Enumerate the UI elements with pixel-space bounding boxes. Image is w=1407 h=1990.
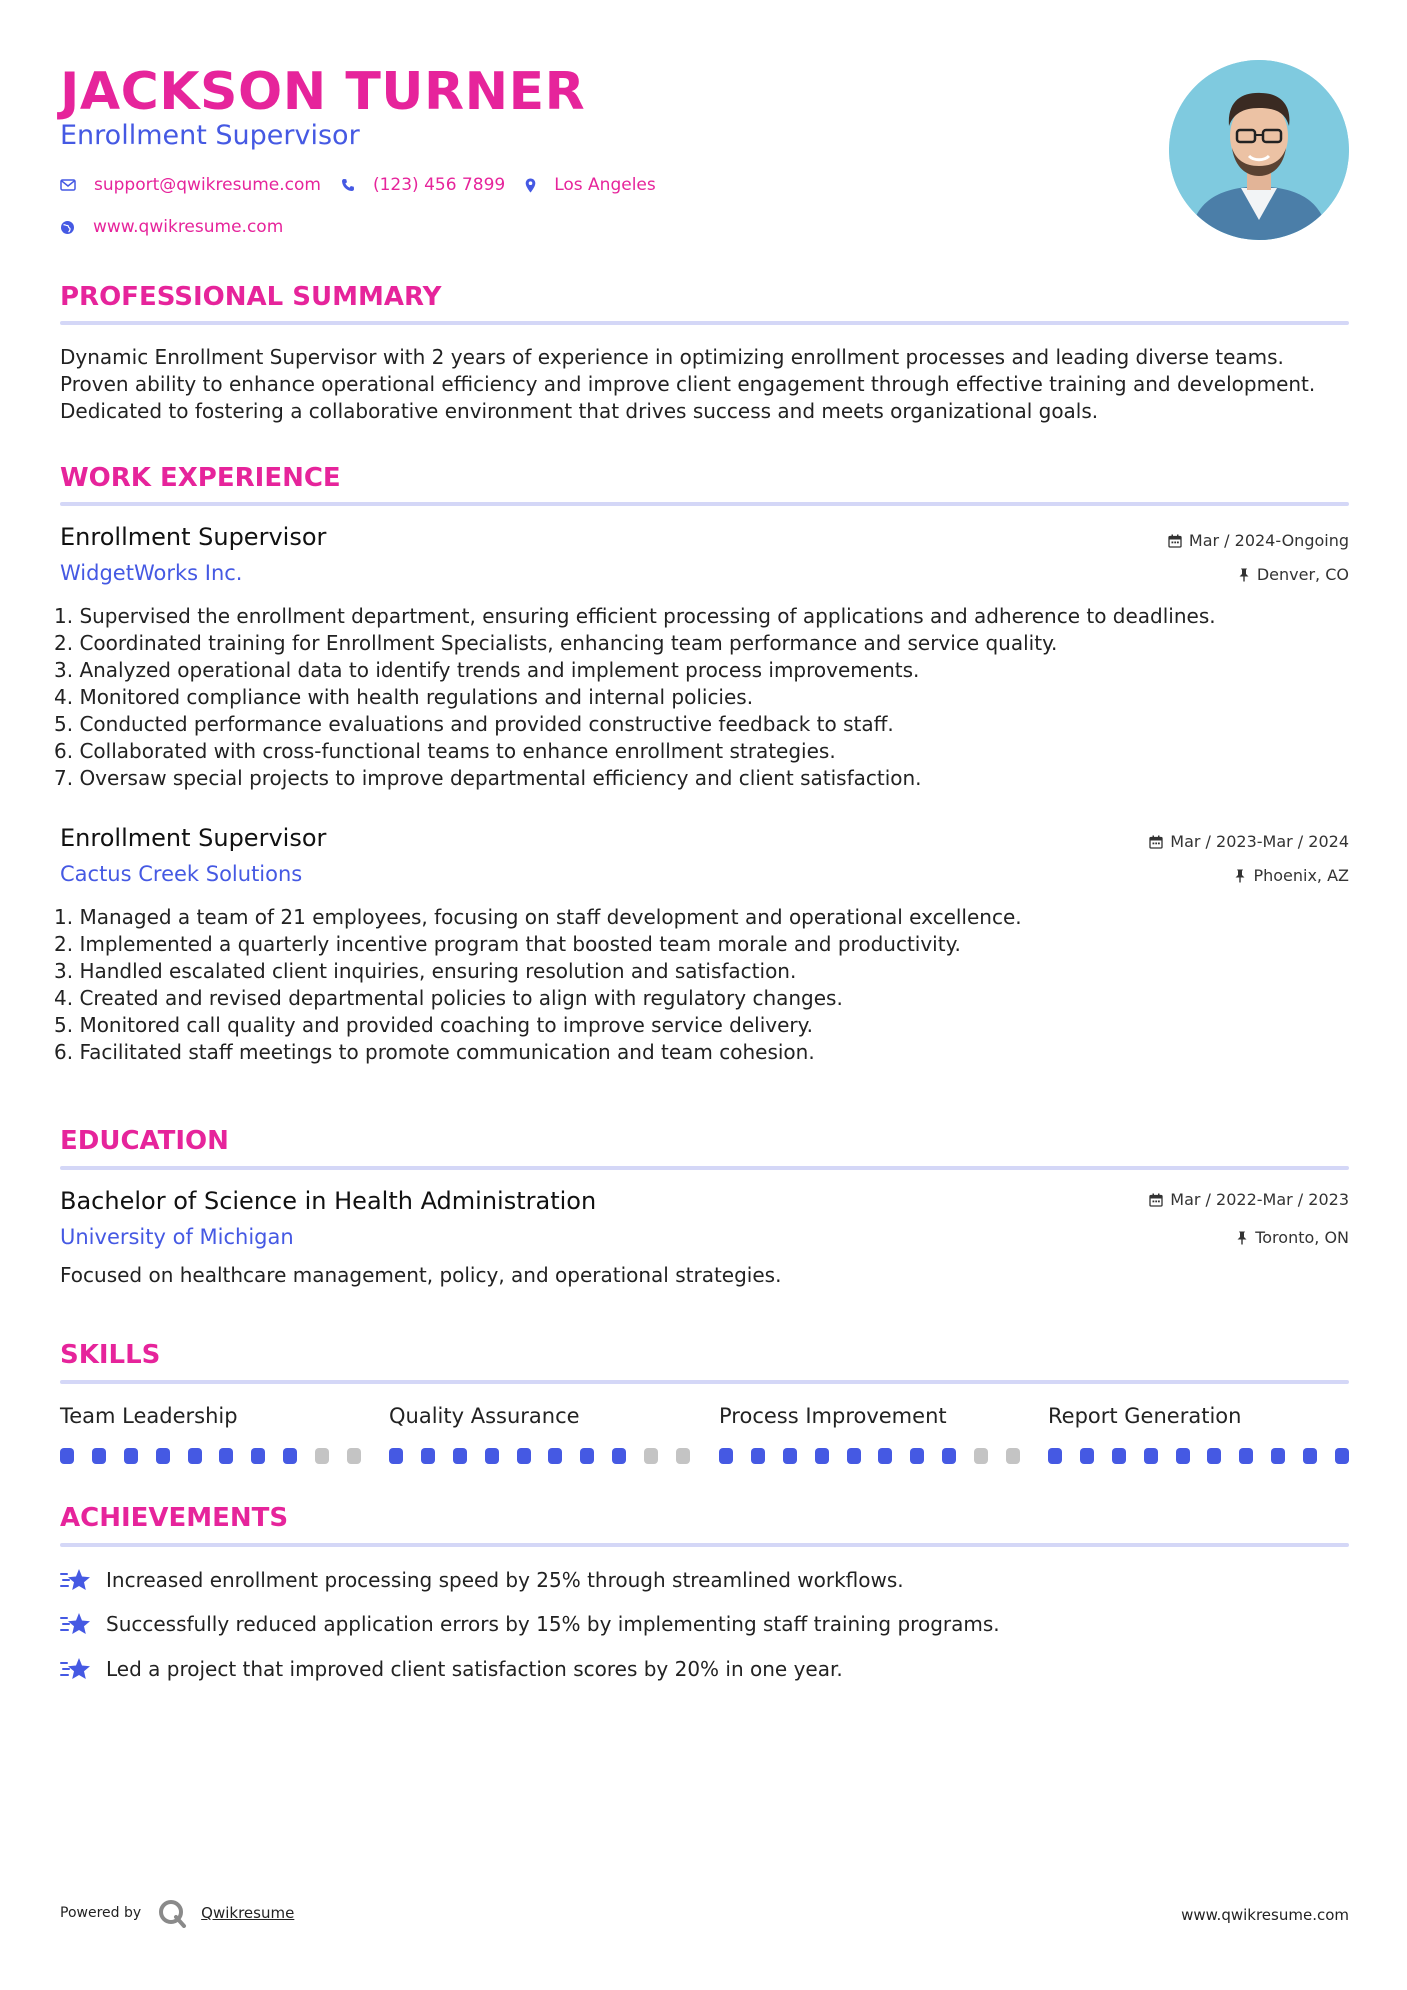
- candidate-name: JACKSON TURNER: [60, 62, 586, 122]
- job-bullets: [54, 904, 1349, 1066]
- rating-dot-filled: [815, 1448, 829, 1464]
- qwikresume-logo-icon: [157, 1898, 187, 1928]
- location-contact: [525, 175, 656, 195]
- list-item: 6. Collaborated with cross-functional teams to enhance enrollment strategies.: [54, 739, 836, 763]
- rating-dot-filled: [751, 1448, 765, 1464]
- achievement-item: [60, 1609, 1000, 1639]
- education-dates: [1149, 1190, 1349, 1209]
- rating-dot-filled: [389, 1448, 403, 1464]
- education-location-text: Toronto, ON: [1255, 1228, 1349, 1247]
- calendar-icon: [1149, 1193, 1163, 1207]
- section-divider: [60, 1380, 1349, 1384]
- location-text: Los Angeles: [554, 175, 656, 195]
- school-name[interactable]: University of Michigan: [60, 1225, 294, 1249]
- rating-dot-filled: [1176, 1448, 1190, 1464]
- pushpin-icon: [1238, 568, 1250, 582]
- skill-process-improvement: [719, 1404, 1020, 1464]
- rating-dot-filled: [485, 1448, 499, 1464]
- contact-block: [60, 172, 676, 256]
- list-item: 4. Monitored compliance with health regulations and internal policies.: [54, 685, 754, 709]
- rating-dot-filled: [1144, 1448, 1158, 1464]
- rating-dot-filled: [910, 1448, 924, 1464]
- envelope-icon: [60, 179, 76, 191]
- list-item: 2. Implemented a quarterly incentive program that boosted team morale and productivity.: [54, 932, 961, 956]
- list-item: 1. Managed a team of 21 employees, focusing on staff development and operational excellence.: [54, 905, 1022, 929]
- education-location: [1236, 1228, 1349, 1247]
- rating-dot-filled: [878, 1448, 892, 1464]
- candidate-role: Enrollment Supervisor: [60, 120, 360, 151]
- profile-photo: [1169, 60, 1349, 240]
- skill-rating: [389, 1448, 690, 1464]
- skills-heading: SKILLS: [60, 1340, 161, 1370]
- rating-dot-filled: [548, 1448, 562, 1464]
- skill-rating: [719, 1448, 1020, 1464]
- rating-dot-filled: [719, 1448, 733, 1464]
- list-item: 2. Coordinated training for Enrollment Specialists, enhancing team performance and service quality.: [54, 631, 1058, 655]
- rating-dot-filled: [1303, 1448, 1317, 1464]
- summary-text: Dynamic Enrollment Supervisor with 2 years of experience in optimizing enrollment processes and leading diverse teams. Proven ability to enhance operational efficiency and improve client engagement through effective training and development. Dedicated to fostering a collaborative environment that drives success and meets organizational goals.: [60, 345, 1316, 423]
- skill-rating: [60, 1448, 361, 1464]
- achievement-text: Increased enrollment processing speed by 25% through streamlined workflows.: [106, 1568, 904, 1592]
- rating-dot-filled: [60, 1448, 74, 1464]
- footer-branding: [60, 1898, 294, 1928]
- rating-dot-filled: [1048, 1448, 1062, 1464]
- degree-title: Bachelor of Science in Health Administration: [60, 1187, 597, 1215]
- achievement-text: Led a project that improved client satisfaction scores by 20% in one year.: [106, 1657, 843, 1681]
- job-location-text: Denver, CO: [1256, 565, 1349, 584]
- rating-dot-empty: [676, 1448, 690, 1464]
- job-location: [1234, 866, 1349, 885]
- achievement-text: Successfully reduced application errors by 15% by implementing staff training programs.: [106, 1612, 1000, 1636]
- job-dates-text: Mar / 2024-Ongoing: [1188, 531, 1349, 550]
- education-dates-text: Mar / 2022-Mar / 2023: [1170, 1190, 1349, 1209]
- section-divider: [60, 1166, 1349, 1170]
- email-text: support@qwikresume.com: [94, 175, 321, 195]
- list-item: 1. Supervised the enrollment department, ensuring efficient processing of applications and adherence to deadlines.: [54, 604, 1216, 628]
- rating-dot-filled: [783, 1448, 797, 1464]
- shooting-star-icon: [60, 1567, 92, 1593]
- section-divider: [60, 1543, 1349, 1547]
- qwikresume-link[interactable]: Qwikresume: [201, 1904, 295, 1922]
- phone-text: (123) 456 7899: [372, 175, 506, 195]
- website-text: www.qwikresume.com: [93, 217, 284, 237]
- achievement-item: [60, 1565, 904, 1595]
- section-divider: [60, 321, 1349, 325]
- list-item: 5. Conducted performance evaluations and provided constructive feedback to staff.: [54, 712, 894, 736]
- rating-dot-filled: [1335, 1448, 1349, 1464]
- list-item: 6. Facilitated staff meetings to promote communication and team cohesion.: [54, 1040, 815, 1064]
- rating-dot-filled: [1112, 1448, 1126, 1464]
- skill-team-leadership: [60, 1404, 361, 1464]
- phone-icon: [341, 178, 355, 192]
- skill-rating: [1048, 1448, 1349, 1464]
- rating-dot-filled: [124, 1448, 138, 1464]
- rating-dot-filled: [942, 1448, 956, 1464]
- achievement-item: [60, 1654, 843, 1684]
- globe-icon: [60, 220, 75, 235]
- rating-dot-filled: [92, 1448, 106, 1464]
- rating-dot-filled: [612, 1448, 626, 1464]
- rating-dot-filled: [453, 1448, 467, 1464]
- email-contact[interactable]: [60, 175, 321, 195]
- education-description: Focused on healthcare management, policy, and operational strategies.: [60, 1263, 782, 1287]
- rating-dot-filled: [1207, 1448, 1221, 1464]
- rating-dot-filled: [1080, 1448, 1094, 1464]
- job-title: Enrollment Supervisor: [60, 523, 327, 551]
- job-location: [1238, 565, 1349, 584]
- pushpin-icon: [1236, 1231, 1248, 1245]
- rating-dot-empty: [315, 1448, 329, 1464]
- rating-dot-filled: [421, 1448, 435, 1464]
- company-name[interactable]: WidgetWorks Inc.: [60, 561, 243, 585]
- experience-heading: WORK EXPERIENCE: [60, 463, 341, 493]
- list-item: 4. Created and revised departmental policies to align with regulatory changes.: [54, 986, 843, 1010]
- calendar-icon: [1149, 835, 1163, 849]
- shooting-star-icon: [60, 1656, 92, 1682]
- map-pin-icon: [525, 178, 536, 193]
- skill-name: Team Leadership: [60, 1404, 238, 1428]
- pushpin-icon: [1234, 869, 1246, 883]
- skill-report-generation: [1048, 1404, 1349, 1464]
- company-name[interactable]: Cactus Creek Solutions: [60, 862, 303, 886]
- job-title: Enrollment Supervisor: [60, 824, 327, 852]
- list-item: 3. Handled escalated client inquiries, ensuring resolution and satisfaction.: [54, 959, 797, 983]
- list-item: 5. Monitored call quality and provided coaching to improve service delivery.: [54, 1013, 813, 1037]
- education-heading: EDUCATION: [60, 1126, 229, 1156]
- rating-dot-empty: [1006, 1448, 1020, 1464]
- rating-dot-filled: [1239, 1448, 1253, 1464]
- shooting-star-icon: [60, 1611, 92, 1637]
- calendar-icon: [1168, 534, 1182, 548]
- powered-by-label: Powered by: [60, 1905, 142, 1921]
- job-location-text: Phoenix, AZ: [1253, 866, 1349, 885]
- rating-dot-filled: [1271, 1448, 1285, 1464]
- footer-site-link[interactable]: www.qwikresume.com: [1181, 1906, 1349, 1924]
- rating-dot-filled: [580, 1448, 594, 1464]
- list-item: 7. Oversaw special projects to improve departmental efficiency and client satisfaction.: [54, 766, 922, 790]
- job-dates: [1149, 832, 1349, 851]
- rating-dot-filled: [188, 1448, 202, 1464]
- skill-quality-assurance: [389, 1404, 690, 1464]
- rating-dot-filled: [219, 1448, 233, 1464]
- portrait-illustration: [1169, 60, 1349, 240]
- rating-dot-filled: [251, 1448, 265, 1464]
- skill-name: Report Generation: [1048, 1404, 1242, 1428]
- skill-name: Quality Assurance: [389, 1404, 580, 1428]
- job-dates: [1168, 531, 1349, 550]
- list-item: 3. Analyzed operational data to identify trends and implement process improvements.: [54, 658, 920, 682]
- website-contact[interactable]: [60, 217, 283, 237]
- rating-dot-filled: [847, 1448, 861, 1464]
- summary-heading: PROFESSIONAL SUMMARY: [60, 282, 442, 312]
- achievements-heading: ACHIEVEMENTS: [60, 1503, 289, 1533]
- phone-contact[interactable]: [341, 175, 505, 195]
- rating-dot-empty: [644, 1448, 658, 1464]
- rating-dot-filled: [156, 1448, 170, 1464]
- job-bullets: [54, 603, 1349, 792]
- rating-dot-empty: [347, 1448, 361, 1464]
- rating-dot-filled: [283, 1448, 297, 1464]
- job-dates-text: Mar / 2023-Mar / 2024: [1170, 832, 1349, 851]
- rating-dot-filled: [517, 1448, 531, 1464]
- skill-name: Process Improvement: [719, 1404, 947, 1428]
- section-divider: [60, 502, 1349, 506]
- rating-dot-empty: [974, 1448, 988, 1464]
